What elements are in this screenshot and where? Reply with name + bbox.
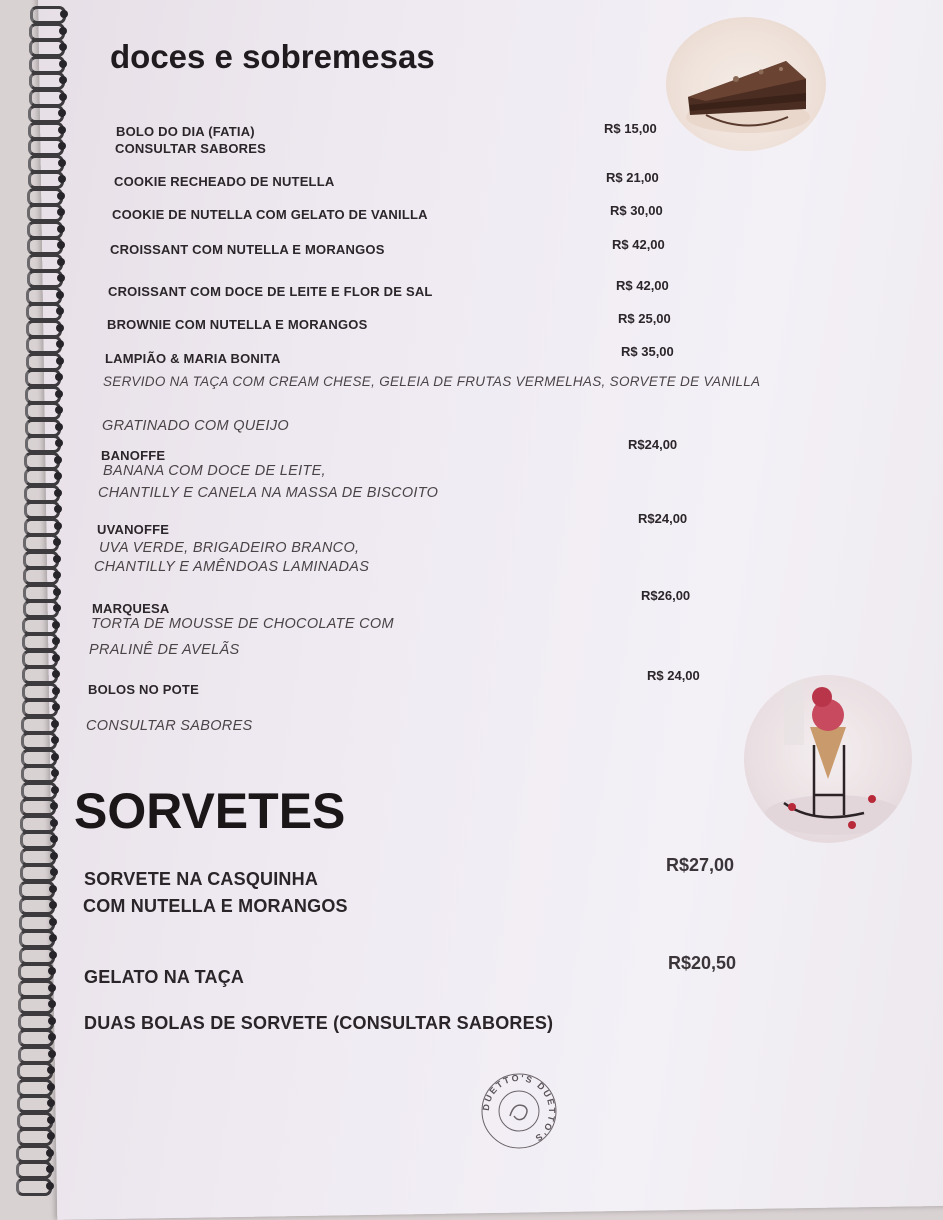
binding-hole (48, 967, 56, 975)
item-bolos-no-pote: BOLOS NO POTE (88, 682, 199, 697)
desc-gelato-taca: DUAS BOLAS DE SORVETE (CONSULTAR SABORES) (84, 1013, 554, 1033)
price-croissant-nutella: R$ 42,00 (612, 237, 665, 252)
ice-cream-cone-photo-icon (744, 675, 912, 843)
binding-hole (56, 291, 64, 299)
desc-bolos-no-pote: CONSULTAR SABORES (86, 718, 253, 734)
item-croissant-doce-leite: CROISSANT COM DOCE DE LEITE E FLOR DE SAL (108, 284, 433, 299)
binding-hole (46, 1182, 54, 1190)
section-title-sorvetes: SORVETES (74, 783, 346, 839)
binding-hole (55, 439, 63, 447)
binding-hole (58, 109, 66, 117)
binding-hole (51, 769, 59, 777)
price-brownie: R$ 25,00 (618, 311, 671, 326)
item-croissant-nutella: CROISSANT COM NUTELLA E MORANGOS (110, 242, 385, 257)
binding-hole (56, 307, 64, 315)
desc-uvanoffe-1: UVA VERDE, BRIGADEIRO BRANCO, (99, 540, 360, 556)
cake-photo-icon (666, 17, 826, 151)
binding-hole (47, 1132, 55, 1140)
desc-uvanoffe-2: CHANTILLY E AMÊNDOAS LAMINADAS (94, 559, 370, 575)
binding-hole (53, 604, 61, 612)
section-title-doces: doces e sobremesas (110, 38, 435, 75)
item-bolo-do-dia: BOLO DO DIA (FATIA) (116, 124, 255, 139)
binding-hole (48, 1033, 56, 1041)
item-cookie-gelato: COOKIE DE NUTELLA COM GELATO DE VANILLA (112, 207, 428, 222)
item-sorvete-casquinha: SORVETE NA CASQUINHA (84, 869, 319, 889)
binding-hole (50, 802, 58, 810)
binding-hole (59, 27, 67, 35)
price-lampiao: R$ 35,00 (621, 344, 674, 359)
binding-hole (47, 1083, 55, 1091)
price-croissant-doce-leite: R$ 42,00 (616, 278, 669, 293)
binding-hole (55, 406, 63, 414)
duetto-logo-icon (480, 1072, 558, 1150)
spiral-binding (0, 0, 70, 1200)
binding-hole (59, 43, 67, 51)
binding-hole (50, 852, 58, 860)
binding-hole (59, 60, 67, 68)
binding-hole (47, 1099, 55, 1107)
binding-hole (50, 868, 58, 876)
binding-hole (54, 505, 62, 513)
binding-hole (59, 93, 67, 101)
desc-banoffe-2: CHANTILLY E CANELA NA MASSA DE BISCOITO (98, 485, 439, 501)
binding-hole (53, 571, 61, 579)
binding-hole (49, 885, 57, 893)
binding-hole (48, 1050, 56, 1058)
item-marquesa: MARQUESA (92, 601, 170, 616)
binding-hole (58, 159, 66, 167)
item-gelato-taca: GELATO NA TAÇA (84, 967, 245, 987)
price-cookie-recheado: R$ 21,00 (606, 170, 659, 185)
item-uvanoffe: UVANOFFE (97, 522, 170, 537)
binding-hole (49, 918, 57, 926)
binding-hole (54, 472, 62, 480)
binding-hole (52, 703, 60, 711)
binding-hole (48, 1017, 56, 1025)
binding-hole (50, 819, 58, 827)
binding-hole (49, 901, 57, 909)
price-sorvete-casquinha: R$27,00 (666, 855, 735, 875)
item-cookie-recheado: COOKIE RECHEADO DE NUTELLA (114, 174, 335, 189)
binding-hole (53, 588, 61, 596)
desc-lampiao-1: SERVIDO NA TAÇA COM CREAM CHESE, GELEIA DE FRUTAS VERMELHAS, SORVETE DE VANILLA (103, 374, 761, 389)
item-banoffe: BANOFFE (101, 448, 166, 463)
price-marquesa: R$26,00 (641, 588, 691, 603)
binding-hole (56, 357, 64, 365)
binding-hole (52, 621, 60, 629)
logo-text: DUETTO'S DUETTO'S (480, 1072, 558, 1145)
binding-hole (46, 1165, 54, 1173)
binding-hole (57, 225, 65, 233)
binding-hole (57, 258, 65, 266)
item-lampiao: LAMPIÃO & MARIA BONITA (105, 351, 281, 366)
binding-hole (52, 654, 60, 662)
binding-hole (55, 423, 63, 431)
binding-hole (54, 489, 62, 497)
item-brownie: BROWNIE COM NUTELLA E MORANGOS (107, 317, 368, 332)
binding-hole (53, 555, 61, 563)
price-uvanoffe: R$24,00 (638, 511, 688, 526)
binding-hole (58, 126, 66, 134)
binding-hole (49, 951, 57, 959)
binding-hole (52, 637, 60, 645)
binding-hole (57, 274, 65, 282)
svg-text:DUETTO'S DUETTO'S (481, 1073, 557, 1145)
binding-hole (51, 786, 59, 794)
binding-hole (51, 753, 59, 761)
binding-hole (53, 538, 61, 546)
price-cookie-gelato: R$ 30,00 (610, 203, 663, 218)
desc-lampiao-2: GRATINADO COM QUEIJO (102, 418, 289, 434)
binding-hole (46, 1149, 54, 1157)
binding-hole (57, 241, 65, 249)
binding-hole (52, 687, 60, 695)
item-bolo-do-dia-note: CONSULTAR SABORES (115, 141, 266, 156)
binding-hole (47, 1116, 55, 1124)
binding-hole (60, 10, 68, 18)
binding-hole (58, 142, 66, 150)
binding-hole (58, 175, 66, 183)
binding-hole (56, 324, 64, 332)
binding-hole (51, 736, 59, 744)
binding-hole (49, 934, 57, 942)
binding-hole (55, 390, 63, 398)
price-bolos-no-pote: R$ 24,00 (647, 668, 700, 683)
binding-hole (51, 720, 59, 728)
binding-hole (54, 522, 62, 530)
price-bolo-do-dia: R$ 15,00 (604, 121, 657, 136)
binding-hole (55, 373, 63, 381)
binding-hole (54, 456, 62, 464)
desc-marquesa-2: PRALINÊ DE AVELÃS (89, 642, 240, 658)
binding-hole (57, 192, 65, 200)
binding-hole (48, 1000, 56, 1008)
desc-banoffe-1: BANANA COM DOCE DE LEITE, (103, 463, 326, 479)
desc-marquesa-1: TORTA DE MOUSSE DE CHOCOLATE COM (91, 616, 394, 632)
binding-hole (59, 76, 67, 84)
binding-hole (56, 340, 64, 348)
binding-hole (50, 835, 58, 843)
binding-hole (52, 670, 60, 678)
binding-hole (47, 1066, 55, 1074)
price-banoffe: R$24,00 (628, 437, 678, 452)
binding-hole (57, 208, 65, 216)
binding-hole (48, 984, 56, 992)
price-gelato-taca: R$20,50 (668, 953, 737, 973)
item-sorvete-casquinha-2: COM NUTELLA E MORANGOS (83, 896, 348, 916)
